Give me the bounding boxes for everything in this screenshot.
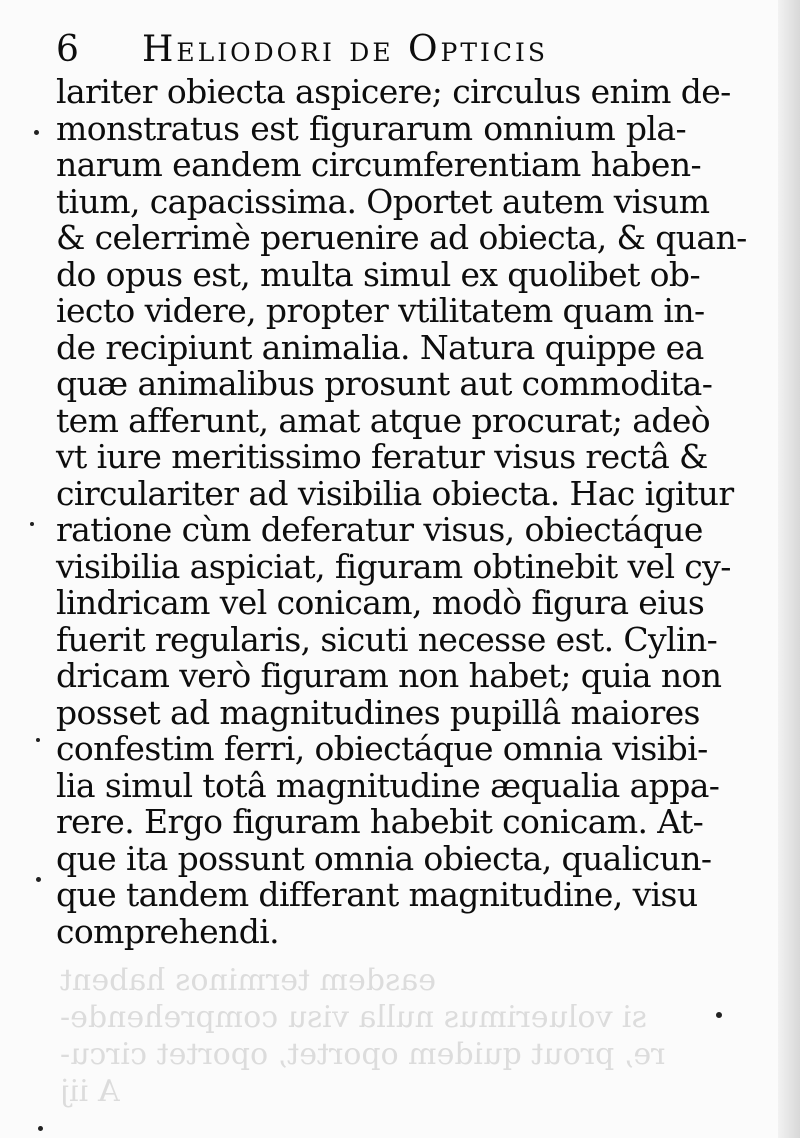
ink-speck: [34, 130, 39, 135]
text-line: confestim ferri, obiectáque omnia visibi-: [56, 729, 708, 768]
ink-speck: [36, 738, 40, 742]
text-line: & celerrimè peruenire ad obiecta, & quan-: [56, 218, 747, 257]
text-line: fuerit regularis, sicuti necesse est. Cylin-: [56, 619, 718, 659]
page-number: 6: [56, 29, 79, 70]
text-line: quæ animalibus prosunt aut commodita-: [56, 364, 713, 403]
text-line: ratione cùm deferatur visus, obiectáque: [56, 510, 703, 549]
text-line: visibilia aspiciat, figuram obtinebit vel cy-: [56, 546, 731, 586]
ink-speck: [30, 522, 34, 526]
text-line: de recipiunt animalia. Natura quippe ea: [56, 327, 704, 367]
bleed-through-line: re, prout quidem oportet, oportet circu-: [60, 1037, 666, 1072]
text-line: narum eandem circumferentiam haben-: [56, 145, 702, 184]
text-line: monstratus est figurarum omnium pla-: [56, 108, 686, 148]
ink-speck: [716, 1012, 722, 1018]
bleed-through-text: [60, 962, 720, 1110]
text-line: tem afferunt, amat atque procurat; adeò: [56, 400, 711, 440]
text-line: dricam verò figuram non habet; quia non: [56, 656, 722, 695]
running-title: Heliodori de Opticis: [142, 29, 549, 70]
page-header: [56, 28, 616, 72]
text-line: comprehendi.: [56, 911, 280, 951]
text-line: rere. Ergo figuram habebit conicam. At-: [56, 802, 704, 841]
text-line: lia simul totâ magnitudine æqualia appa-: [56, 765, 720, 805]
bleed-through-line: si voluerimus nulla visu comprehende-: [60, 1000, 647, 1035]
page-edge-shadow: [778, 0, 800, 1138]
text-line: iecto videre, propter vtilitatem quam in-: [56, 291, 705, 330]
body-text: [56, 72, 747, 951]
text-line: posset ad magnitudines pupillâ maiores: [56, 692, 700, 732]
bleed-through-line: A iij: [60, 1074, 120, 1109]
ink-speck: [36, 877, 41, 882]
text-line: vt iure meritissimo feratur visus rectâ &: [56, 437, 708, 476]
text-line: lindricam vel conicam, modò figura eius: [56, 583, 705, 622]
bleed-through-line: easdem terminos habent: [60, 963, 437, 998]
text-line: do opus est, multa simul ex quolibet ob-: [56, 254, 700, 294]
text-line: tium, capacissima. Oportet autem visum: [56, 181, 710, 221]
text-line: circulariter ad visibilia obiecta. Hac igitur: [56, 473, 734, 513]
ink-speck: [38, 1126, 43, 1131]
text-line: que tandem differant magnitudine, visu: [56, 875, 698, 914]
text-line: que ita possunt omnia obiecta, qualicun-: [56, 838, 712, 878]
text-line: lariter obiecta aspicere; circulus enim de-: [56, 72, 731, 111]
